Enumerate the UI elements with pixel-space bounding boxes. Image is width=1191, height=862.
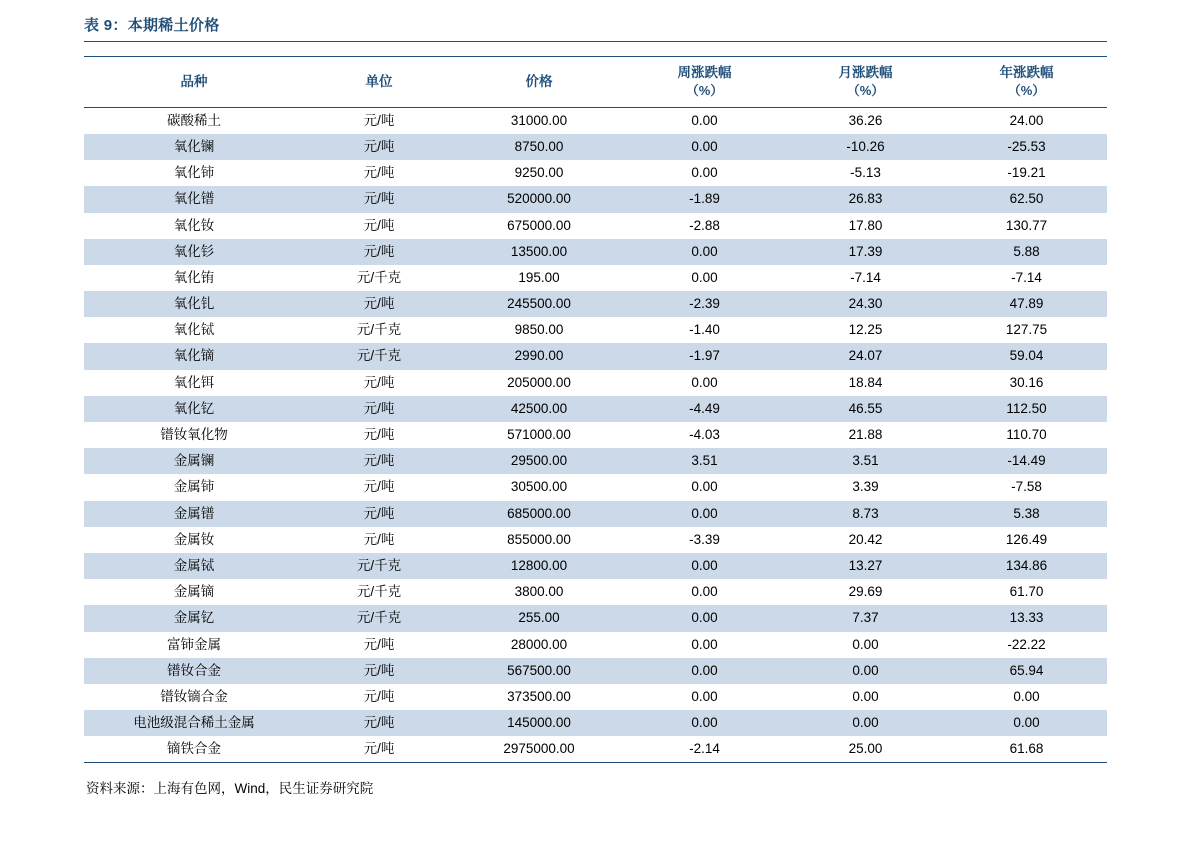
cell-price: 195.00 (518, 269, 560, 285)
cell-weekly-change: 0.00 (624, 605, 785, 631)
table-title: 表 9：本期稀土价格 (84, 17, 220, 34)
cell-unit: 元/千克 (304, 605, 454, 631)
cell-monthly-change: 18.84 (848, 374, 883, 390)
cell-monthly-change: 0.00 (852, 688, 879, 704)
cell-yearly-change: -25.53 (946, 134, 1107, 160)
cell-price: 30500.00 (510, 479, 568, 495)
cell-weekly-change: 0.00 (691, 165, 718, 181)
cell-variety: 金属铽 (84, 553, 304, 579)
cell-variety: 金属钇 (84, 605, 304, 631)
cell-variety: 氧化铽 (173, 322, 215, 338)
cell-unit: 元/千克 (304, 553, 454, 579)
cell-monthly-change: 0.00 (852, 636, 879, 652)
cell-weekly-change: 0.00 (624, 134, 785, 160)
cell-price: 373500.00 (507, 688, 571, 704)
table-row (84, 448, 1107, 474)
cell-unit: 元/吨 (304, 291, 454, 317)
cell-unit: 元/吨 (363, 688, 395, 704)
cell-weekly-change: -2.14 (624, 736, 785, 763)
cell-unit: 元/吨 (363, 636, 395, 652)
cell-unit: 元/千克 (356, 584, 402, 600)
cell-variety: 氧化钇 (84, 396, 304, 422)
cell-unit: 元/千克 (304, 343, 454, 369)
cell-price: 8750.00 (454, 134, 624, 160)
column-header-monthly-change-unit: （%） (846, 83, 885, 99)
table-row (84, 291, 1107, 317)
cell-weekly-change: 0.00 (691, 584, 718, 600)
cell-yearly-change: 59.04 (946, 343, 1107, 369)
cell-monthly-change: 12.25 (848, 322, 883, 338)
cell-price: 685000.00 (454, 501, 624, 527)
cell-yearly-change: 5.38 (946, 501, 1107, 527)
cell-monthly-change: 0.00 (785, 710, 946, 736)
cell-weekly-change: -1.40 (689, 322, 720, 338)
cell-weekly-change: 0.00 (691, 269, 718, 285)
cell-weekly-change: -4.49 (624, 396, 785, 422)
table-row (84, 736, 1107, 763)
cell-price: 3800.00 (514, 584, 564, 600)
table-row (84, 632, 1107, 658)
cell-variety: 氧化镧 (84, 134, 304, 160)
cell-price: 245500.00 (454, 291, 624, 317)
cell-price: 29500.00 (454, 448, 624, 474)
cell-monthly-change: 36.26 (848, 112, 883, 128)
table-row (84, 474, 1107, 500)
cell-monthly-change: 13.27 (785, 553, 946, 579)
cell-price: 567500.00 (454, 658, 624, 684)
cell-variety: 氧化钐 (84, 239, 304, 265)
cell-weekly-change: 0.00 (691, 636, 718, 652)
cell-yearly-change: 65.94 (946, 658, 1107, 684)
cell-yearly-change: 61.70 (1009, 584, 1044, 600)
column-header-monthly-change (785, 57, 946, 108)
title-divider (84, 41, 1107, 42)
table-row (84, 422, 1107, 448)
column-header-yearly-change-label: 年涨跌幅 (999, 65, 1054, 80)
cell-variety: 镨钕氧化物 (160, 427, 228, 443)
cell-weekly-change: 0.00 (624, 710, 785, 736)
cell-price: 28000.00 (510, 636, 568, 652)
column-header-price (454, 57, 624, 108)
column-header-variety (84, 57, 304, 108)
cell-yearly-change: 134.86 (946, 553, 1107, 579)
cell-yearly-change: 61.68 (946, 736, 1107, 763)
table-row (84, 579, 1107, 605)
table-body (84, 107, 1107, 763)
cell-unit: 元/吨 (304, 239, 454, 265)
cell-weekly-change: 0.00 (691, 374, 718, 390)
cell-variety: 氧化钕 (173, 217, 215, 233)
cell-monthly-change: -10.26 (785, 134, 946, 160)
rare-earth-price-table (84, 56, 1107, 763)
cell-yearly-change: 5.88 (946, 239, 1107, 265)
table-row (84, 370, 1107, 396)
cell-yearly-change: -22.22 (1007, 636, 1046, 652)
cell-price: 13500.00 (454, 239, 624, 265)
cell-unit: 元/吨 (304, 658, 454, 684)
cell-variety: 金属镨 (84, 501, 304, 527)
column-header-weekly-change-label: 周涨跌幅 (677, 65, 732, 80)
cell-monthly-change: 29.69 (848, 584, 883, 600)
cell-monthly-change: 7.37 (785, 605, 946, 631)
cell-weekly-change: -1.97 (624, 343, 785, 369)
cell-yearly-change: -14.49 (946, 448, 1107, 474)
cell-price: 255.00 (454, 605, 624, 631)
cell-yearly-change: -7.58 (1011, 479, 1042, 495)
cell-weekly-change: 0.00 (691, 688, 718, 704)
cell-unit: 元/吨 (304, 134, 454, 160)
cell-variety: 金属镝 (173, 584, 215, 600)
cell-yearly-change: 0.00 (1013, 688, 1040, 704)
cell-yearly-change: 0.00 (946, 710, 1107, 736)
cell-price: 145000.00 (454, 710, 624, 736)
cell-price: 675000.00 (507, 217, 571, 233)
cell-yearly-change: 110.70 (1006, 427, 1047, 443)
cell-price: 205000.00 (507, 374, 571, 390)
cell-unit: 元/吨 (363, 479, 395, 495)
cell-variety: 氧化铈 (173, 165, 215, 181)
cell-variety: 镝铁合金 (84, 736, 304, 763)
cell-monthly-change: 24.30 (785, 291, 946, 317)
table-row (84, 710, 1107, 736)
cell-weekly-change: 0.00 (624, 658, 785, 684)
cell-price: 9250.00 (514, 165, 564, 181)
column-header-unit-label: 单位 (365, 73, 393, 89)
table-row (84, 343, 1107, 369)
cell-monthly-change: 20.42 (848, 531, 883, 547)
column-header-yearly-change (946, 57, 1107, 108)
cell-unit: 元/吨 (363, 531, 395, 547)
table-row (84, 160, 1107, 186)
cell-variety: 金属镧 (84, 448, 304, 474)
cell-weekly-change: -3.39 (689, 531, 720, 547)
cell-yearly-change: 126.49 (1005, 531, 1048, 547)
table-row (84, 396, 1107, 422)
cell-weekly-change: 0.00 (624, 501, 785, 527)
cell-variety: 氧化镝 (84, 343, 304, 369)
cell-monthly-change: 24.07 (785, 343, 946, 369)
cell-unit: 元/千克 (356, 322, 402, 338)
cell-monthly-change: 3.39 (852, 479, 879, 495)
table-row (84, 684, 1107, 710)
column-header-price-label: 价格 (525, 73, 553, 89)
cell-yearly-change: 24.00 (1009, 112, 1044, 128)
table-header (84, 57, 1107, 108)
cell-weekly-change: -4.03 (689, 427, 720, 443)
cell-price: 9850.00 (514, 322, 564, 338)
cell-price: 855000.00 (507, 531, 571, 547)
cell-monthly-change: -5.13 (850, 165, 881, 181)
cell-price: 31000.00 (510, 112, 568, 128)
cell-monthly-change: 46.55 (785, 396, 946, 422)
table-row (84, 107, 1107, 134)
cell-variety: 氧化钆 (84, 291, 304, 317)
cell-variety: 氧化镨 (84, 186, 304, 212)
cell-monthly-change: 17.39 (785, 239, 946, 265)
table-row (84, 186, 1107, 212)
cell-weekly-change: -2.88 (689, 217, 720, 233)
cell-monthly-change: 17.80 (848, 217, 883, 233)
cell-yearly-change: -7.14 (1011, 269, 1042, 285)
header-row (84, 57, 1107, 108)
cell-yearly-change: 112.50 (946, 396, 1107, 422)
source-note: 资料来源：上海有色网，Wind，民生证券研究院 (86, 781, 374, 797)
cell-monthly-change: 3.51 (785, 448, 946, 474)
cell-monthly-change: 8.73 (785, 501, 946, 527)
cell-unit: 元/吨 (363, 165, 395, 181)
cell-unit: 元/吨 (304, 396, 454, 422)
table-row (84, 317, 1107, 343)
cell-price: 42500.00 (454, 396, 624, 422)
column-header-unit (304, 57, 454, 108)
cell-unit: 元/吨 (304, 736, 454, 763)
cell-price: 12800.00 (454, 553, 624, 579)
cell-weekly-change: 3.51 (624, 448, 785, 474)
cell-variety: 碳酸稀土 (167, 112, 221, 128)
cell-variety: 电池级混合稀土金属 (84, 710, 304, 736)
cell-monthly-change: -7.14 (850, 269, 881, 285)
cell-price: 520000.00 (454, 186, 624, 212)
column-header-weekly-change (624, 57, 785, 108)
cell-weekly-change: -2.39 (624, 291, 785, 317)
table-row (84, 265, 1107, 291)
cell-unit: 元/千克 (356, 269, 402, 285)
cell-weekly-change: 0.00 (624, 553, 785, 579)
cell-unit: 元/吨 (363, 427, 395, 443)
cell-variety: 富铈金属 (167, 636, 221, 652)
cell-weekly-change: 0.00 (691, 112, 718, 128)
cell-price: 2990.00 (454, 343, 624, 369)
cell-variety: 金属钕 (173, 531, 215, 547)
cell-weekly-change: 0.00 (691, 479, 718, 495)
table-row (84, 239, 1107, 265)
column-header-yearly-change-unit: （%） (1007, 83, 1046, 99)
cell-unit: 元/吨 (363, 112, 395, 128)
table-row (84, 134, 1107, 160)
table-row (84, 658, 1107, 684)
cell-price: 571000.00 (507, 427, 571, 443)
cell-variety: 镨钕镝合金 (160, 688, 228, 704)
cell-yearly-change: 47.89 (946, 291, 1107, 317)
cell-price: 2975000.00 (454, 736, 624, 763)
cell-unit: 元/吨 (363, 374, 395, 390)
cell-yearly-change: 62.50 (946, 186, 1107, 212)
cell-unit: 元/吨 (304, 501, 454, 527)
cell-yearly-change: 127.75 (1005, 322, 1048, 338)
table-row (84, 501, 1107, 527)
cell-unit: 元/吨 (304, 186, 454, 212)
cell-monthly-change: 25.00 (785, 736, 946, 763)
cell-monthly-change: 26.83 (785, 186, 946, 212)
cell-unit: 元/吨 (304, 448, 454, 474)
cell-monthly-change: 21.88 (848, 427, 883, 443)
cell-variety: 氧化铕 (173, 269, 215, 285)
cell-yearly-change: 13.33 (946, 605, 1107, 631)
column-header-weekly-change-unit: （%） (685, 83, 724, 99)
table-row (84, 527, 1107, 553)
cell-yearly-change: -19.21 (1007, 165, 1046, 181)
cell-unit: 元/吨 (363, 217, 395, 233)
cell-yearly-change: 30.16 (1009, 374, 1044, 390)
cell-weekly-change: -1.89 (624, 186, 785, 212)
column-header-variety-label: 品种 (180, 73, 208, 89)
cell-unit: 元/吨 (304, 710, 454, 736)
cell-monthly-change: 0.00 (785, 658, 946, 684)
cell-variety: 金属铈 (173, 479, 215, 495)
table-row (84, 605, 1107, 631)
cell-variety: 镨钕合金 (84, 658, 304, 684)
table-row (84, 213, 1107, 239)
cell-yearly-change: 130.77 (1005, 217, 1048, 233)
cell-variety: 氧化铒 (173, 374, 215, 390)
table-row (84, 553, 1107, 579)
cell-weekly-change: 0.00 (624, 239, 785, 265)
column-header-monthly-change-label: 月涨跌幅 (838, 65, 893, 80)
